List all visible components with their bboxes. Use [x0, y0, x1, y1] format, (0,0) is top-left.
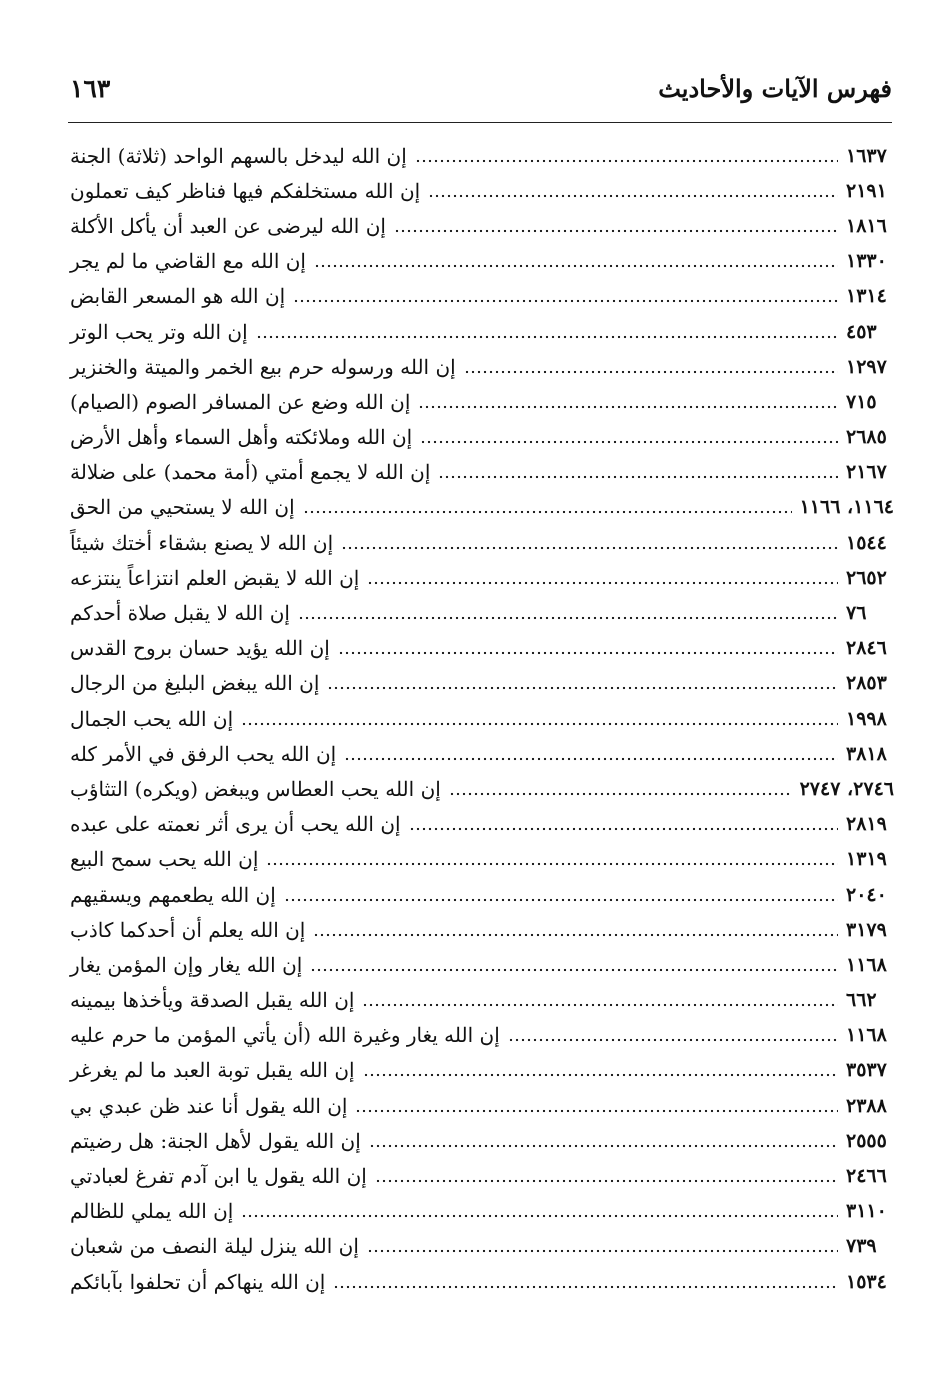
entry-text: إن الله ينهاكم أن تحلفوا بآبائكم	[70, 1269, 326, 1294]
dot-leader	[367, 568, 838, 588]
index-entry	[70, 525, 894, 560]
entry-text: إن الله يؤيد حسان بروح القدس	[70, 636, 330, 661]
index-entry	[70, 490, 894, 525]
entry-text: إن الله لا يجمع أمتي (أمة محمد) على ضلالة	[70, 460, 431, 485]
entry-reference-number: ١٥٣٤	[846, 1270, 887, 1293]
entry-reference-number: ١١٦٨	[846, 1024, 887, 1047]
dot-leader	[327, 673, 838, 693]
entry-reference-number: ٢٨٤٦	[846, 637, 887, 660]
index-entry	[70, 666, 894, 701]
entry-text: إن الله يقول أنا عند ظن عبدي بي	[70, 1093, 348, 1118]
running-title: فهرس الآيات والأحاديث	[658, 73, 892, 103]
entry-reference-number: ٢٨١٩	[846, 813, 887, 836]
index-entry	[70, 595, 894, 630]
dot-leader	[298, 603, 838, 623]
entry-reference-number: ١٨١٦	[846, 214, 887, 237]
dot-leader	[409, 814, 838, 834]
index-entry	[70, 420, 894, 455]
entry-text: إن الله يملي للظالم	[70, 1199, 234, 1224]
dot-leader	[418, 392, 838, 412]
entry-reference-number: ٢٦٨٥	[846, 426, 887, 449]
index-entry	[70, 1264, 894, 1299]
entry-reference-number: ١١٦٤، ١١٦٦	[799, 496, 894, 519]
page-number: ١٦٣	[70, 73, 111, 103]
index-entry	[70, 455, 894, 490]
entry-reference-number: ١٢٩٧	[846, 355, 887, 378]
entry-reference-number: ٤٥٣	[846, 320, 877, 343]
index-entry	[70, 771, 894, 806]
dot-leader	[428, 181, 838, 201]
entry-reference-number: ٢٣٨٨	[846, 1094, 887, 1117]
dot-leader	[333, 1272, 838, 1292]
index-entry	[70, 384, 894, 419]
dot-leader	[303, 497, 792, 517]
entry-text: إن الله يقبل توبة العبد ما لم يغرغر	[70, 1058, 355, 1083]
entry-text: إن الله مع القاضي ما لم يجر	[70, 249, 306, 274]
entry-text: إن الله هو المسعر القابض	[70, 284, 286, 309]
entry-reference-number: ١٣٣٠	[846, 250, 887, 273]
index-entry	[70, 701, 894, 736]
dot-leader	[367, 1236, 838, 1256]
entry-reference-number: ٢٧٤٦، ٢٧٤٧	[799, 777, 894, 800]
index-entry	[70, 1123, 894, 1158]
dot-leader	[363, 1060, 838, 1080]
dot-leader	[341, 533, 838, 553]
index-entry	[70, 138, 894, 173]
dot-leader	[241, 709, 838, 729]
entry-text: إن الله يحب سمح البيع	[70, 847, 259, 872]
index-entry	[70, 279, 894, 314]
dot-leader	[464, 357, 838, 377]
entry-text: إن الله يقبل الصدقة ويأخذها بيمينه	[70, 988, 355, 1013]
entry-text: إن الله يحب أن يرى أثر نعمته على عبده	[70, 812, 401, 837]
entry-reference-number: ١٦٣٧	[846, 144, 887, 167]
entry-text: إن الله يقول لأهل الجنة: هل رضيتم	[70, 1128, 361, 1153]
entry-reference-number: ٧١٥	[846, 390, 877, 413]
entry-text: إن الله ورسوله حرم بيع الخمر والميتة والخنزير	[70, 354, 456, 379]
entry-reference-number: ٢١٦٧	[846, 461, 887, 484]
entry-reference-number: ٣٥٣٧	[846, 1059, 887, 1082]
entry-text: إن الله لا يقبل صلاة أحدكم	[70, 601, 290, 626]
entry-text: إن الله لا يستحيي من الحق	[70, 495, 295, 520]
dot-leader	[266, 849, 838, 869]
dot-leader	[256, 322, 838, 342]
index-entry	[70, 877, 894, 912]
entry-reference-number: ٢١٩١	[846, 179, 887, 202]
entry-text: إن الله وتر يحب الوتر	[70, 319, 248, 344]
dot-leader	[338, 638, 838, 658]
dot-leader	[420, 427, 838, 447]
dot-leader	[241, 1201, 838, 1221]
entry-text: إن الله يحب العطاس ويبغض (ويكره) التثاؤب	[70, 776, 441, 801]
entry-reference-number: ٢٦٥٢	[846, 566, 887, 589]
index-entry	[70, 1194, 894, 1229]
dot-leader	[355, 1096, 838, 1116]
entry-text: إن الله ليرضى عن العبد أن يأكل الأكلة	[70, 213, 386, 238]
dot-leader	[508, 1025, 838, 1045]
entry-reference-number: ٣٨١٨	[846, 742, 887, 765]
index-entry	[70, 1053, 894, 1088]
entry-text: إن الله يعلم أن أحدكما كاذب	[70, 917, 306, 942]
dot-leader	[369, 1131, 838, 1151]
index-entry	[70, 736, 894, 771]
entry-reference-number: ١٩٩٨	[846, 707, 887, 730]
dot-leader	[284, 885, 838, 905]
dot-leader	[415, 146, 838, 166]
entry-reference-number: ٦٦٢	[846, 989, 877, 1012]
entry-text: إن الله يحب الرفق في الأمر كله	[70, 741, 337, 766]
entry-text: إن الله يبغض البليغ من الرجال	[70, 671, 320, 696]
index-entry	[70, 560, 894, 595]
page-header	[70, 68, 892, 108]
entry-reference-number: ٢٤٦٦	[846, 1165, 887, 1188]
dot-leader	[362, 990, 838, 1010]
index-entry	[70, 983, 894, 1018]
entry-reference-number: ٧٦	[846, 602, 867, 625]
index-entry	[70, 1018, 894, 1053]
dot-leader	[313, 920, 838, 940]
entry-reference-number: ١٣١٤	[846, 285, 887, 308]
entry-text: إن الله لا يصنع بشقاء أختك شيئاً	[70, 530, 334, 555]
entry-reference-number: ١١٦٨	[846, 953, 887, 976]
entry-text: إن الله ينزل ليلة النصف من شعبان	[70, 1234, 359, 1259]
dot-leader	[438, 462, 838, 482]
index-entry	[70, 1158, 894, 1193]
index-entry	[70, 807, 894, 842]
entry-reference-number: ١٣١٩	[846, 848, 887, 871]
index-entry	[70, 173, 894, 208]
entry-reference-number: ٢٨٥٣	[846, 672, 887, 695]
entry-text: إن الله ليدخل بالسهم الواحد (ثلاثة) الجنة	[70, 143, 407, 168]
dot-leader	[344, 744, 838, 764]
dot-leader	[375, 1166, 838, 1186]
entry-reference-number: ١٥٤٤	[846, 531, 887, 554]
index-entry-list	[70, 138, 894, 1299]
index-entry	[70, 631, 894, 666]
index-entry	[70, 1229, 894, 1264]
entry-reference-number: ٣١١٠	[846, 1200, 887, 1223]
entry-reference-number: ٢٠٤٠	[846, 883, 887, 906]
index-entry	[70, 912, 894, 947]
entry-text: إن الله يطعمهم ويسقيهم	[70, 882, 276, 907]
index-entry	[70, 208, 894, 243]
dot-leader	[293, 286, 838, 306]
entry-reference-number: ٢٥٥٥	[846, 1129, 887, 1152]
entry-text: إن الله وضع عن المسافر الصوم (الصيام)	[70, 389, 411, 414]
entry-text: إن الله يغار وغيرة الله (أن يأتي المؤمن ما حرم عليه	[70, 1023, 500, 1048]
entry-text: إن الله مستخلفكم فيها فناظر كيف تعملون	[70, 178, 421, 203]
entry-text: إن الله لا يقبض العلم انتزاعاً ينتزعه	[70, 565, 360, 590]
index-entry	[70, 349, 894, 384]
index-entry	[70, 1088, 894, 1123]
entry-text: إن الله وملائكته وأهل السماء وأهل الأرض	[70, 425, 413, 450]
entry-reference-number: ٣١٧٩	[846, 918, 887, 941]
dot-leader	[314, 251, 838, 271]
entry-text: إن الله يقول يا ابن آدم تفرغ لعبادتي	[70, 1164, 367, 1189]
dot-leader	[310, 955, 838, 975]
dot-leader	[449, 779, 792, 799]
header-rule	[68, 122, 892, 123]
index-entry	[70, 947, 894, 982]
index-entry	[70, 244, 894, 279]
index-entry	[70, 314, 894, 349]
dot-leader	[394, 216, 838, 236]
entry-reference-number: ٧٣٩	[846, 1235, 877, 1258]
entry-text: إن الله يحب الجمال	[70, 706, 234, 731]
index-entry	[70, 842, 894, 877]
entry-text: إن الله يغار وإن المؤمن يغار	[70, 952, 303, 977]
